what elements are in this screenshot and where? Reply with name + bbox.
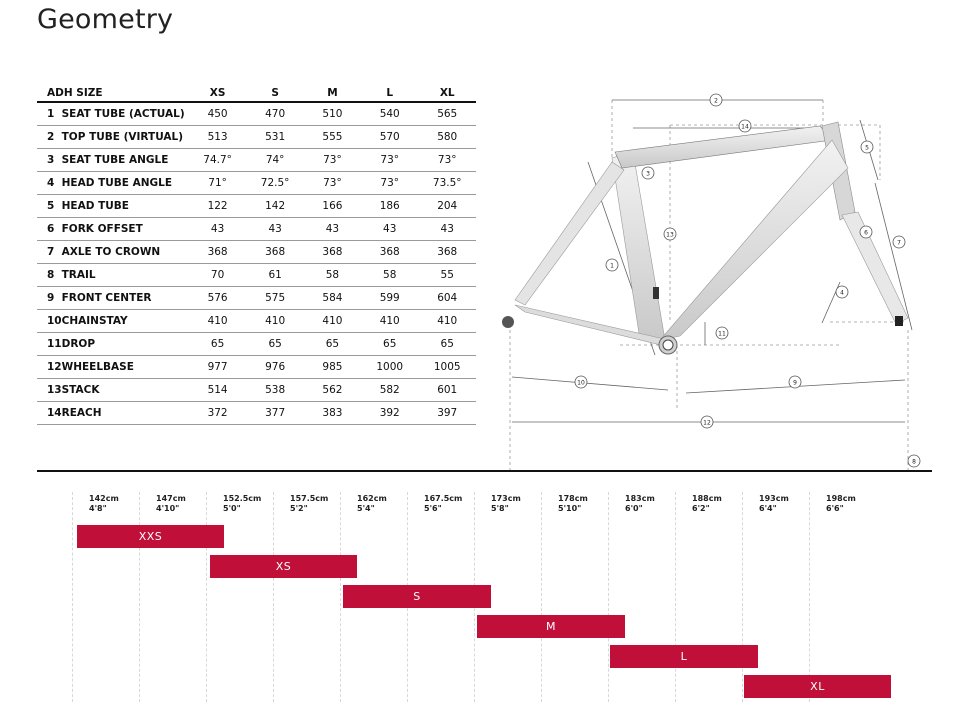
table-cell: 976 bbox=[246, 356, 304, 379]
table-cell: 43 bbox=[246, 218, 304, 241]
table-cell: 1005 bbox=[418, 356, 476, 379]
row-label: SEAT TUBE (ACTUAL) bbox=[62, 102, 189, 126]
table-cell: 410 bbox=[246, 310, 304, 333]
height-gridline bbox=[139, 492, 140, 702]
table-cell: 565 bbox=[418, 102, 476, 126]
table-cell: 377 bbox=[246, 402, 304, 425]
table-row bbox=[37, 126, 476, 149]
row-label: WHEELBASE bbox=[62, 356, 189, 379]
table-cell: 71° bbox=[189, 172, 247, 195]
geometry-table bbox=[37, 84, 476, 425]
table-cell: 985 bbox=[304, 356, 361, 379]
height-gridline bbox=[675, 492, 676, 702]
table-cell: 65 bbox=[189, 333, 247, 356]
table-cell: 74° bbox=[246, 149, 304, 172]
row-number: 7 bbox=[37, 241, 62, 264]
row-label: DROP bbox=[62, 333, 189, 356]
row-number: 2 bbox=[37, 126, 62, 149]
table-cell: 601 bbox=[418, 379, 476, 402]
height-ft-label: 5'10" bbox=[558, 504, 582, 513]
table-cell: 538 bbox=[246, 379, 304, 402]
table-cell: 450 bbox=[189, 102, 247, 126]
column-header-xs: XS bbox=[189, 84, 247, 102]
table-row bbox=[37, 379, 476, 402]
row-number: 8 bbox=[37, 264, 62, 287]
height-gridline bbox=[72, 492, 73, 702]
frame-tubes bbox=[502, 122, 908, 354]
dimension-label: 10 bbox=[577, 379, 585, 387]
height-cm-label: 173cm bbox=[491, 494, 521, 503]
table-cell: 368 bbox=[361, 241, 418, 264]
height-gridline bbox=[809, 492, 810, 702]
height-cm-label: 178cm bbox=[558, 494, 588, 503]
table-cell: 513 bbox=[189, 126, 247, 149]
height-gridline bbox=[273, 492, 274, 702]
row-number: 6 bbox=[37, 218, 62, 241]
size-bar-xxs: XXS bbox=[77, 525, 224, 548]
table-row bbox=[37, 402, 476, 425]
table-cell: 531 bbox=[246, 126, 304, 149]
table-cell: 43 bbox=[418, 218, 476, 241]
height-ft-label: 5'6" bbox=[424, 504, 442, 513]
table-cell: 977 bbox=[189, 356, 247, 379]
row-number: 10 bbox=[37, 310, 62, 333]
height-cm-label: 183cm bbox=[625, 494, 655, 503]
dimension-label: 5 bbox=[865, 144, 869, 152]
table-cell: 55 bbox=[418, 264, 476, 287]
table-row bbox=[37, 102, 476, 126]
table-cell: 65 bbox=[418, 333, 476, 356]
table-cell: 540 bbox=[361, 102, 418, 126]
table-cell: 599 bbox=[361, 287, 418, 310]
table-cell: 186 bbox=[361, 195, 418, 218]
size-bar-xl: XL bbox=[744, 675, 891, 698]
table-cell: 65 bbox=[361, 333, 418, 356]
row-number: 14 bbox=[37, 402, 62, 425]
table-cell: 73° bbox=[418, 149, 476, 172]
table-cell: 73° bbox=[361, 149, 418, 172]
column-header-size: ADH SIZE bbox=[37, 84, 189, 102]
table-cell: 604 bbox=[418, 287, 476, 310]
table-cell: 43 bbox=[361, 218, 418, 241]
table-cell: 204 bbox=[418, 195, 476, 218]
column-header-s: S bbox=[246, 84, 304, 102]
dimension-label: 12 bbox=[703, 419, 711, 427]
table-cell: 72.5° bbox=[246, 172, 304, 195]
height-gridline bbox=[608, 492, 609, 702]
height-cm-label: 198cm bbox=[826, 494, 856, 503]
table-cell: 73° bbox=[304, 149, 361, 172]
table-cell: 122 bbox=[189, 195, 247, 218]
height-ft-label: 5'0" bbox=[223, 504, 241, 513]
table-cell: 410 bbox=[189, 310, 247, 333]
dimension-label: 11 bbox=[718, 330, 726, 338]
table-cell: 510 bbox=[304, 102, 361, 126]
table-cell: 372 bbox=[189, 402, 247, 425]
row-number: 13 bbox=[37, 379, 62, 402]
height-cm-label: 157.5cm bbox=[290, 494, 329, 503]
table-cell: 65 bbox=[304, 333, 361, 356]
height-cm-label: 152.5cm bbox=[223, 494, 262, 503]
table-cell: 410 bbox=[418, 310, 476, 333]
dimension-label: 1 bbox=[610, 262, 614, 270]
row-number: 12 bbox=[37, 356, 62, 379]
height-cm-label: 162cm bbox=[357, 494, 387, 503]
page-title: Geometry bbox=[37, 4, 174, 35]
table-cell: 73.5° bbox=[418, 172, 476, 195]
height-ft-label: 6'4" bbox=[759, 504, 777, 513]
table-cell: 410 bbox=[361, 310, 418, 333]
dimension-label: 4 bbox=[840, 289, 844, 297]
table-cell: 576 bbox=[189, 287, 247, 310]
table-cell: 368 bbox=[304, 241, 361, 264]
row-label: FORK OFFSET bbox=[62, 218, 189, 241]
table-cell: 142 bbox=[246, 195, 304, 218]
table-row bbox=[37, 149, 476, 172]
dimension-label: 8 bbox=[912, 458, 916, 466]
row-number: 9 bbox=[37, 287, 62, 310]
height-ft-label: 6'2" bbox=[692, 504, 710, 513]
table-header-row bbox=[37, 84, 476, 102]
table-cell: 73° bbox=[304, 172, 361, 195]
row-label: TOP TUBE (VIRTUAL) bbox=[62, 126, 189, 149]
table-cell: 582 bbox=[361, 379, 418, 402]
table-cell: 580 bbox=[418, 126, 476, 149]
height-ft-label: 6'0" bbox=[625, 504, 643, 513]
column-header-m: M bbox=[304, 84, 361, 102]
table-cell: 166 bbox=[304, 195, 361, 218]
table-row bbox=[37, 218, 476, 241]
table-cell: 1000 bbox=[361, 356, 418, 379]
table-cell: 555 bbox=[304, 126, 361, 149]
height-cm-label: 193cm bbox=[759, 494, 789, 503]
size-bar-s: S bbox=[343, 585, 491, 608]
row-label: CHAINSTAY bbox=[62, 310, 189, 333]
height-ft-label: 6'6" bbox=[826, 504, 844, 513]
table-cell: 58 bbox=[304, 264, 361, 287]
dimension-label: 9 bbox=[793, 379, 797, 387]
table-row bbox=[37, 172, 476, 195]
height-gridline bbox=[742, 492, 743, 702]
height-gridline bbox=[206, 492, 207, 702]
height-gridline bbox=[541, 492, 542, 702]
row-label: AXLE TO CROWN bbox=[62, 241, 189, 264]
height-ft-label: 4'8" bbox=[89, 504, 107, 513]
row-label: HEAD TUBE ANGLE bbox=[62, 172, 189, 195]
row-number: 1 bbox=[37, 102, 62, 126]
height-cm-label: 147cm bbox=[156, 494, 186, 503]
dimension-label: 14 bbox=[741, 123, 749, 131]
height-cm-label: 167.5cm bbox=[424, 494, 463, 503]
bike-frame-diagram bbox=[490, 88, 940, 473]
table-cell: 73° bbox=[361, 172, 418, 195]
table-cell: 584 bbox=[304, 287, 361, 310]
dimension-label: 2 bbox=[714, 97, 718, 105]
row-number: 4 bbox=[37, 172, 62, 195]
table-row bbox=[37, 356, 476, 379]
table-cell: 470 bbox=[246, 102, 304, 126]
row-label: HEAD TUBE bbox=[62, 195, 189, 218]
size-bar-m: M bbox=[477, 615, 625, 638]
row-label: STACK bbox=[62, 379, 189, 402]
height-cm-label: 142cm bbox=[89, 494, 119, 503]
height-ft-label: 4'10" bbox=[156, 504, 180, 513]
dimension-label: 13 bbox=[666, 231, 674, 239]
height-ft-label: 5'4" bbox=[357, 504, 375, 513]
table-cell: 397 bbox=[418, 402, 476, 425]
table-cell: 65 bbox=[246, 333, 304, 356]
row-number: 5 bbox=[37, 195, 62, 218]
size-bar-xs: XS bbox=[210, 555, 357, 578]
row-label: SEAT TUBE ANGLE bbox=[62, 149, 189, 172]
row-label: REACH bbox=[62, 402, 189, 425]
table-row bbox=[37, 333, 476, 356]
height-cm-label: 188cm bbox=[692, 494, 722, 503]
table-row bbox=[37, 241, 476, 264]
table-cell: 74.7° bbox=[189, 149, 247, 172]
table-cell: 61 bbox=[246, 264, 304, 287]
table-row bbox=[37, 195, 476, 218]
table-cell: 368 bbox=[418, 241, 476, 264]
dimension-label: 6 bbox=[864, 229, 868, 237]
row-number: 3 bbox=[37, 149, 62, 172]
column-header-xl: XL bbox=[418, 84, 476, 102]
table-cell: 58 bbox=[361, 264, 418, 287]
table-cell: 514 bbox=[189, 379, 247, 402]
table-cell: 368 bbox=[189, 241, 247, 264]
table-cell: 575 bbox=[246, 287, 304, 310]
height-ft-label: 5'8" bbox=[491, 504, 509, 513]
dimension-label: 3 bbox=[646, 170, 650, 178]
table-row bbox=[37, 310, 476, 333]
table-cell: 383 bbox=[304, 402, 361, 425]
table-row bbox=[37, 264, 476, 287]
column-header-l: L bbox=[361, 84, 418, 102]
table-cell: 70 bbox=[189, 264, 247, 287]
table-cell: 410 bbox=[304, 310, 361, 333]
row-label: FRONT CENTER bbox=[62, 287, 189, 310]
size-bar-l: L bbox=[610, 645, 758, 668]
row-number: 11 bbox=[37, 333, 62, 356]
height-ft-label: 5'2" bbox=[290, 504, 308, 513]
table-cell: 43 bbox=[304, 218, 361, 241]
section-divider bbox=[37, 470, 932, 472]
table-cell: 562 bbox=[304, 379, 361, 402]
dimension-label: 7 bbox=[897, 239, 901, 247]
table-row bbox=[37, 287, 476, 310]
table-cell: 570 bbox=[361, 126, 418, 149]
table-cell: 43 bbox=[189, 218, 247, 241]
height-gridline bbox=[340, 492, 341, 702]
table-cell: 392 bbox=[361, 402, 418, 425]
row-label: TRAIL bbox=[62, 264, 189, 287]
table-cell: 368 bbox=[246, 241, 304, 264]
